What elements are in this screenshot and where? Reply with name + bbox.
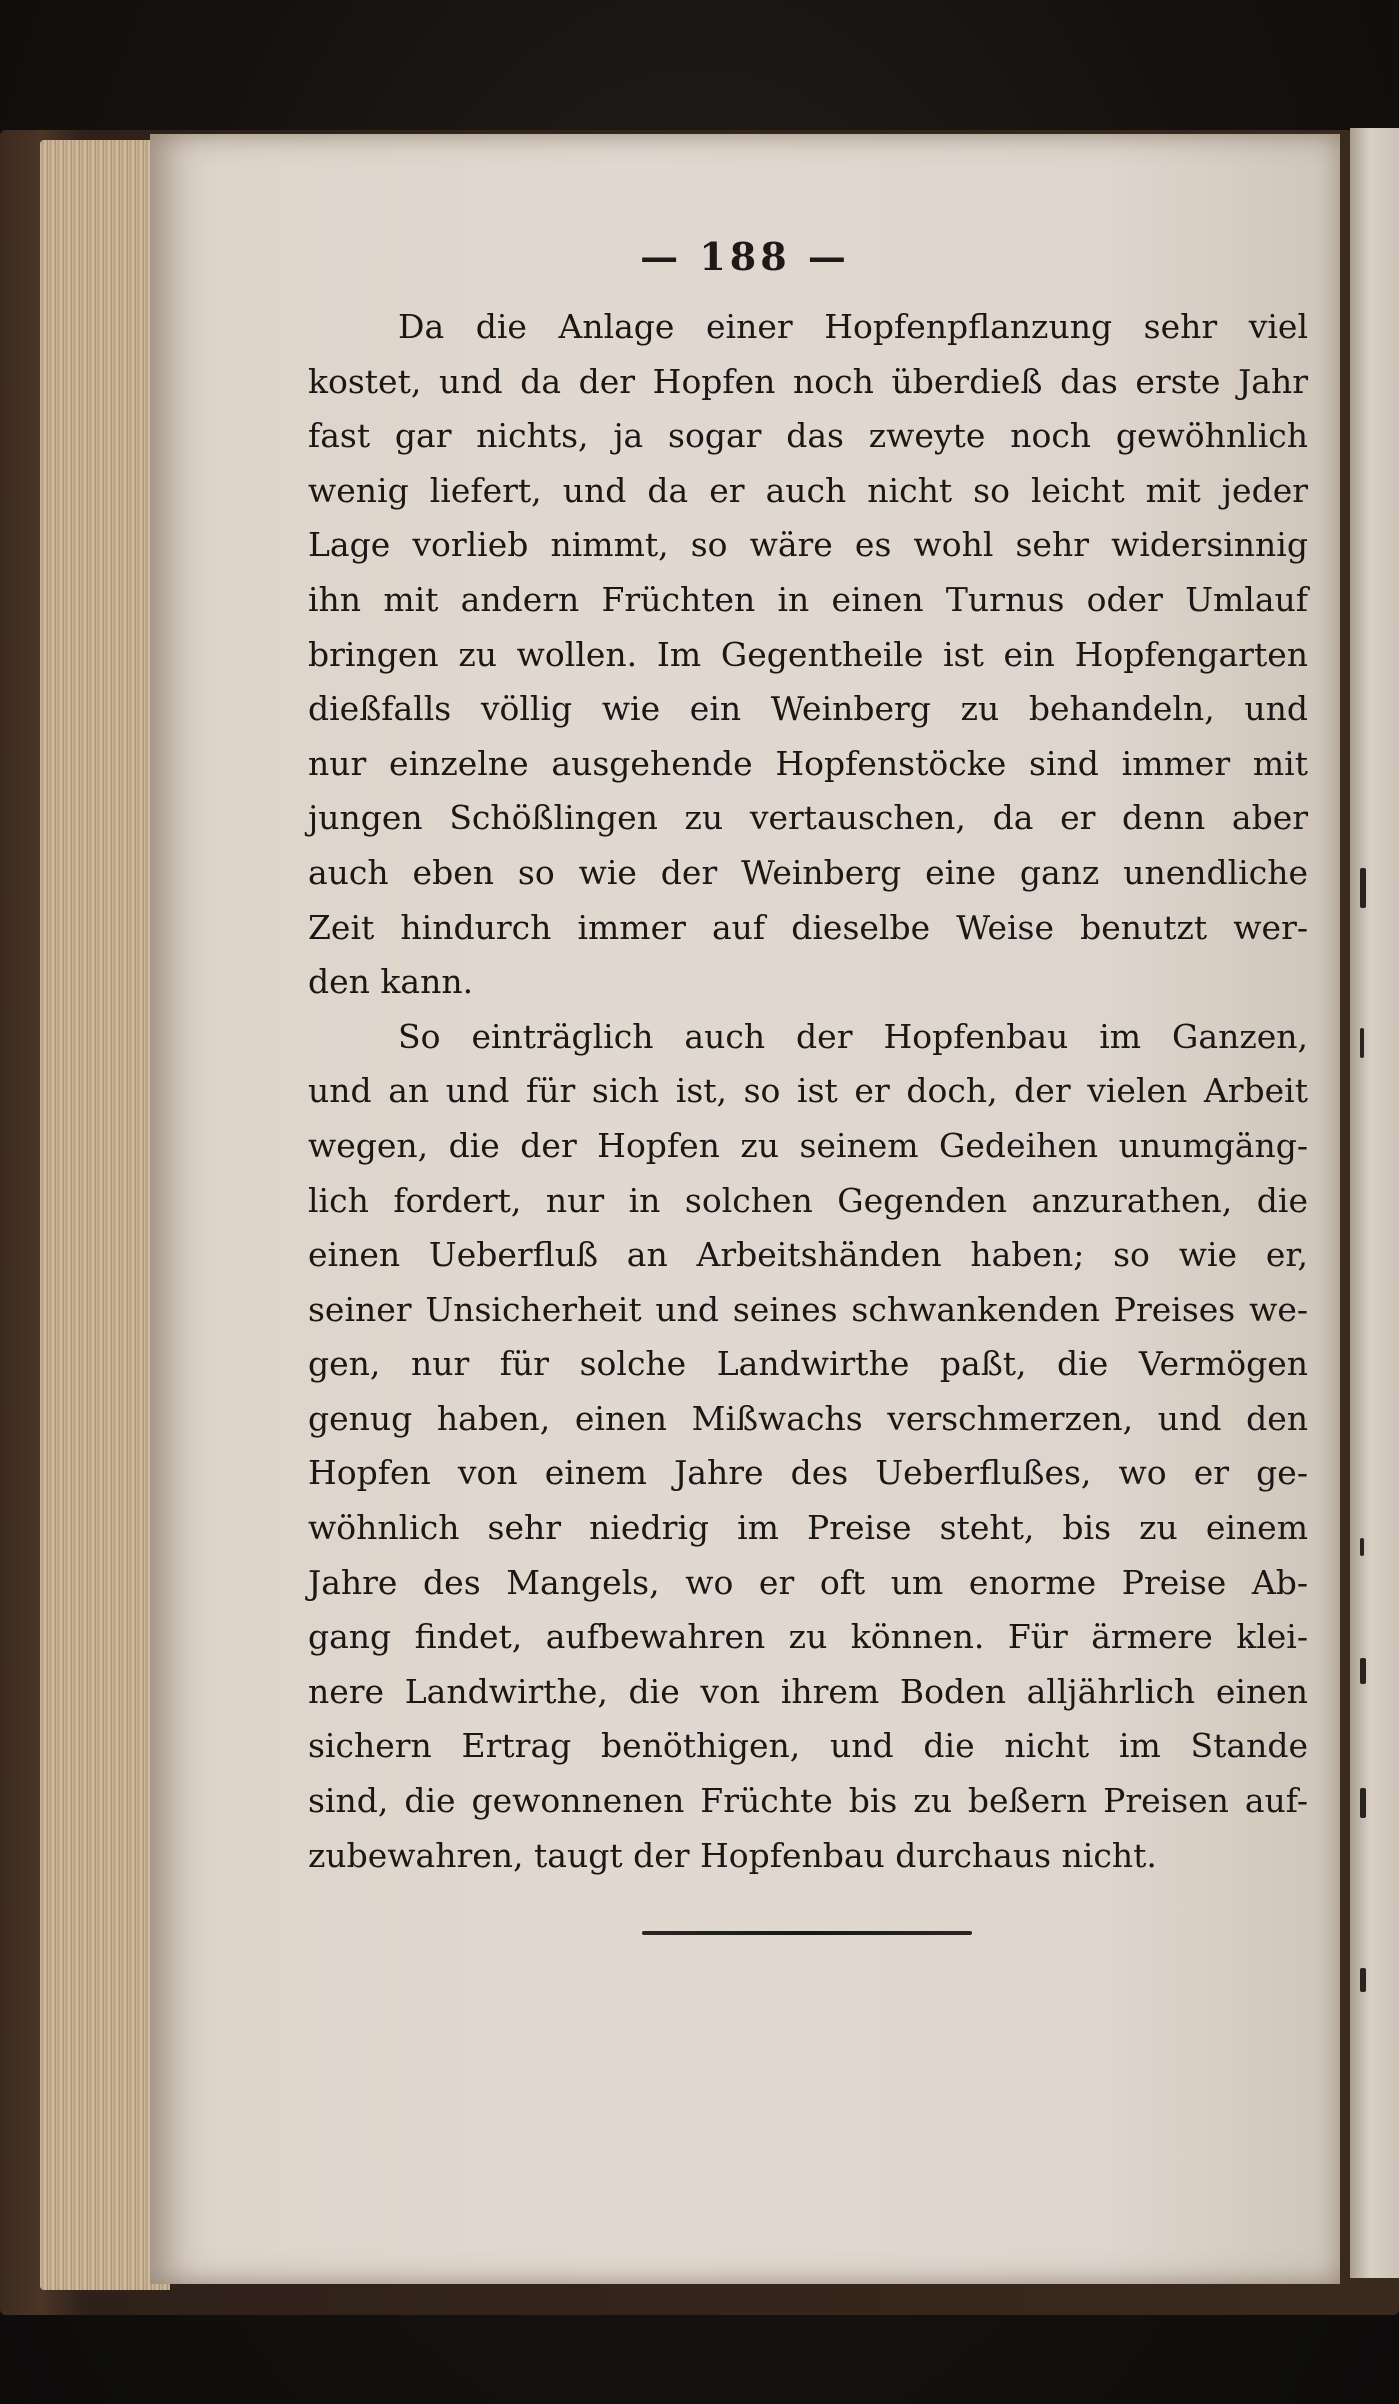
facing-page-glyph bbox=[1360, 1968, 1366, 1992]
text-line: wenig liefert, und da er auch nicht so leicht mit jeder bbox=[308, 470, 1308, 510]
body-text bbox=[308, 300, 1308, 1883]
text-line: Zeit hindurch immer auf dieselbe Weise benutzt wer- bbox=[308, 907, 1308, 947]
text-line: gang findet, aufbewahren zu können. Für ärmere klei- bbox=[308, 1617, 1308, 1657]
page-number: — 188 — bbox=[640, 234, 850, 279]
facing-page-edge bbox=[1350, 128, 1399, 2278]
text-line: lich fordert, nur in solchen Gegenden anzurathen, die bbox=[308, 1180, 1308, 1220]
text-line: und an und für sich ist, so ist er doch, der vielen Arbeit bbox=[308, 1071, 1308, 1111]
text-line: den kann. bbox=[308, 962, 474, 1002]
text-line: auch eben so wie der Weinberg eine ganz unendliche bbox=[308, 852, 1308, 892]
text-line: einen Ueberfluß an Arbeitshänden haben; so wie er, bbox=[308, 1235, 1308, 1275]
facing-page-glyph bbox=[1360, 1538, 1364, 1556]
text-line: bringen zu wollen. Im Gegentheile ist ein Hopfengarten bbox=[308, 634, 1308, 674]
text-line: genug haben, einen Mißwachs verschmerzen, und den bbox=[308, 1398, 1308, 1438]
book-page bbox=[150, 134, 1340, 2284]
text-line: Lage vorlieb nimmt, so wäre es wohl sehr widersinnig bbox=[308, 525, 1308, 565]
text-line: nur einzelne ausgehende Hopfenstöcke sind immer mit bbox=[308, 743, 1308, 783]
text-line: zubewahren, taugt der Hopfenbau durchaus nicht. bbox=[308, 1835, 1157, 1875]
facing-page-glyph bbox=[1360, 1028, 1364, 1058]
facing-page-glyph bbox=[1360, 1658, 1366, 1684]
facing-page-glyph bbox=[1360, 868, 1366, 908]
text-line: jungen Schößlingen zu vertauschen, da er denn aber bbox=[308, 798, 1308, 838]
text-line: wegen, die der Hopfen zu seinem Gedeihen unumgäng- bbox=[308, 1125, 1308, 1165]
text-line: dießfalls völlig wie ein Weinberg zu behandeln, und bbox=[308, 689, 1308, 729]
text-line: Da die Anlage einer Hopfenpflanzung sehr viel bbox=[398, 307, 1308, 346]
text-line: So einträglich auch der Hopfenbau im Ganzen, bbox=[398, 1016, 1308, 1056]
text-line: Jahre des Mangels, wo er oft um enorme Preise Ab- bbox=[308, 1562, 1308, 1602]
text-line: ihn mit andern Früchten in einen Turnus oder Umlauf bbox=[308, 579, 1308, 619]
text-line: sind, die gewonnenen Früchte bis zu beßern Preisen auf- bbox=[308, 1781, 1308, 1821]
text-line: wöhnlich sehr niedrig im Preise steht, bis zu einem bbox=[308, 1508, 1308, 1548]
section-end-rule bbox=[642, 1931, 972, 1935]
text-line: nere Landwirthe, die von ihrem Boden alljährlich einen bbox=[308, 1671, 1308, 1711]
text-line: kostet, und da der Hopfen noch überdieß das erste Jahr bbox=[308, 361, 1308, 401]
text-line: seiner Unsicherheit und seines schwankenden Preises we- bbox=[308, 1289, 1308, 1329]
text-line: Hopfen von einem Jahre des Ueberflußes, wo er ge- bbox=[308, 1453, 1308, 1493]
text-line: gen, nur für solche Landwirthe paßt, die Vermögen bbox=[308, 1344, 1308, 1384]
facing-page-glyph bbox=[1360, 1788, 1366, 1818]
text-line: sichern Ertrag benöthigen, und die nicht im Stande bbox=[308, 1726, 1308, 1766]
text-line: fast gar nichts, ja sogar das zweyte noch gewöhnlich bbox=[308, 416, 1308, 456]
